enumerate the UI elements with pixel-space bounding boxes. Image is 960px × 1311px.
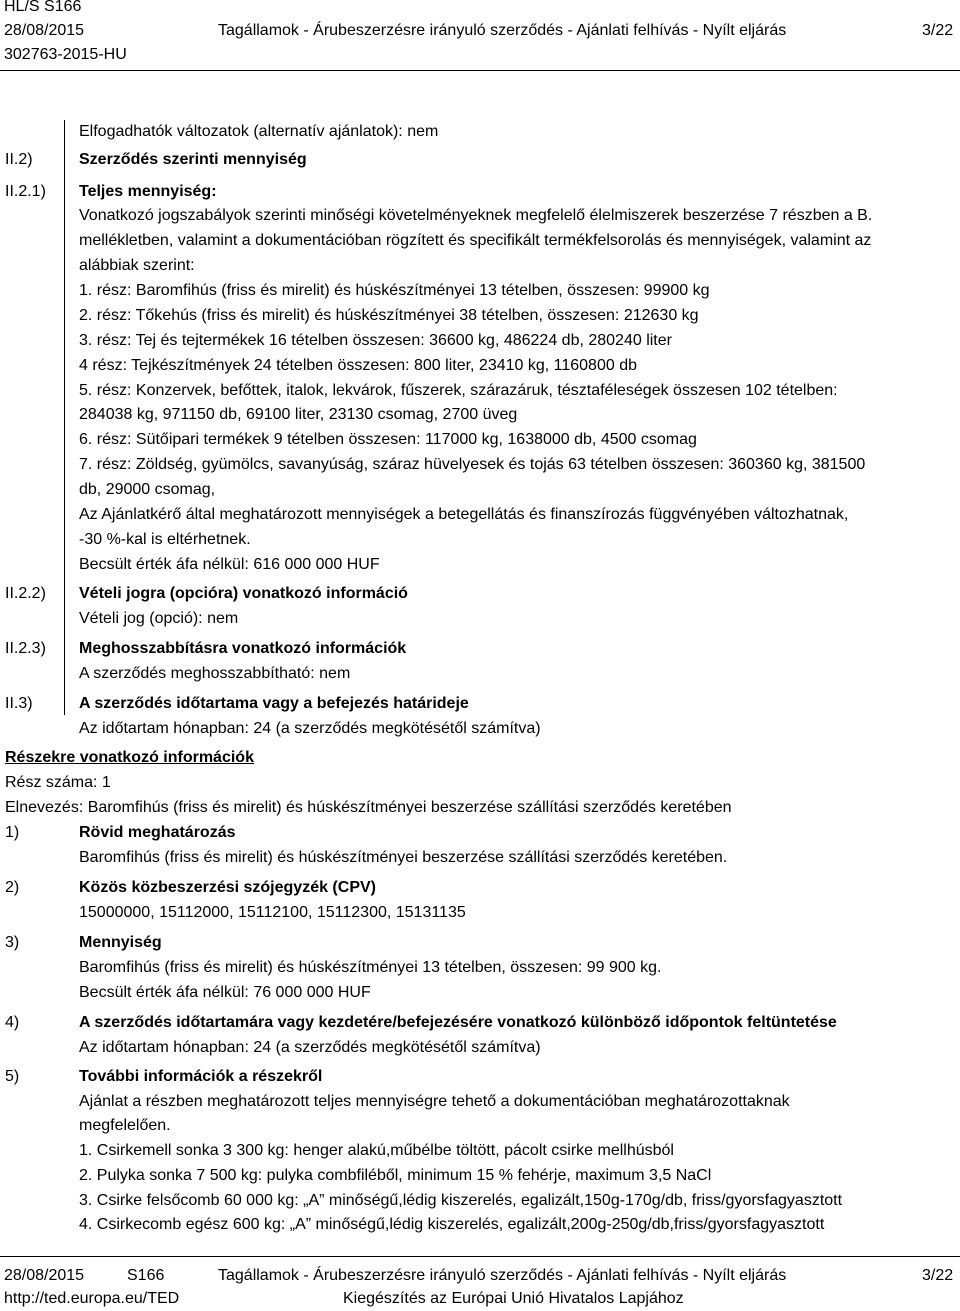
text-line: 5. rész: Konzervek, befőttek, italok, lekvárok, fűszerek, szárazáruk, tésztaféleségek összesen 102 tételben:	[79, 382, 838, 399]
section-number-ii2: II.2)	[5, 151, 33, 168]
text-line: 6. rész: Sütőipari termékek 9 tételben összesen: 117000 kg, 1638000 db, 4500 csomag	[79, 431, 697, 448]
header-date: 28/08/2015	[4, 22, 85, 39]
footer-code: S166	[127, 1267, 165, 1284]
variants-line: Elfogadhatók változatok (alternatív ajánlatok): nem	[79, 123, 439, 140]
product-line: 2. Pulyka sonka 7 500 kg: pulyka combfiléből, minimum 15 % fehérje, maximum 3,5 NaCl	[79, 1167, 712, 1184]
header-title: Tagállamok - Árubeszerzésre irányuló szerződés - Ajánlati felhívás - Nyílt eljárás	[218, 22, 787, 39]
part-item-text: Ajánlat a részben meghatározott teljes mennyiségre tehető a dokumentációban meghatározottaknak	[79, 1093, 790, 1110]
section-number-ii21: II.2.1)	[5, 183, 46, 200]
product-line: 1. Csirkemell sonka 3 300 kg: henger alakú,műbélbe töltött, pácolt csirke mellhúsból	[79, 1142, 674, 1159]
product-line: 4. Csirkecomb egész 600 kg: „A” minőségű,lédig kiszerelés, egalizált,200g-250g/db,friss/gyorsfagyasztott	[79, 1216, 825, 1233]
text-line: 2. rész: Tőkehús (friss és mirelit) és húskészítményei 38 tételben, összesen: 212630 kg	[79, 307, 699, 324]
parts-heading: Részekre vonatkozó információk	[5, 749, 254, 766]
part-item-text: Baromfihús (friss és mirelit) és húskészítményei beszerzése szállítási szerződés keretében.	[79, 849, 728, 866]
estimated-value-total: Becsült érték áfa nélkül: 616 000 000 HUF	[79, 556, 380, 573]
header-page-number: 3/22	[922, 22, 954, 39]
section-number-divider	[64, 120, 65, 715]
part-item-heading: Mennyiség	[79, 934, 162, 951]
text-line: 4 rész: Tejkészítmények 24 tételben összesen: 800 liter, 23410 kg, 1160800 db	[79, 357, 637, 374]
part-item-number: 4)	[5, 1014, 20, 1031]
renewal-value: A szerződés meghosszabbítható: nem	[79, 665, 351, 682]
footer-page-number: 3/22	[922, 1267, 954, 1284]
section-number-ii23: II.2.3)	[5, 640, 46, 657]
part-item-number: 2)	[5, 879, 20, 896]
product-line: 3. Csirke felsőcomb 60 000 kg: „A” minőségű,lédig kiszerelés, egalizált,150g-170g/db, friss/gyorsfagyasztott	[79, 1192, 843, 1209]
text-line: 284038 kg, 971150 db, 69100 liter, 23130 csomag, 2700 üveg	[79, 406, 518, 423]
part-item-heading: Közös közbeszerzési szójegyzék (CPV)	[79, 879, 376, 896]
part-name: Elnevezés: Baromfihús (friss és mirelit) és húskészítményei beszerzése szállítási szerződés keretében	[5, 799, 732, 816]
footer-rule	[0, 1256, 960, 1257]
section-heading-ii21: Teljes mennyiség:	[79, 183, 217, 200]
footer-url[interactable]: http://ted.europa.eu/TED	[4, 1290, 180, 1307]
part-item-heading: Rövid meghatározás	[79, 824, 236, 841]
text-line: 1. rész: Baromfihús (friss és mirelit) és húskészítményei 13 tételben, összesen: 99900 kg	[79, 282, 710, 299]
part-item-text: Baromfihús (friss és mirelit) és húskészítményei 13 tételben, összesen: 99 900 kg.	[79, 959, 662, 976]
option-value: Vételi jog (opció): nem	[79, 610, 239, 627]
text-line: mellékletben, valamint a dokumentációban rögzített és specifikált termékfelsorolás és mennyiségek, valamint az	[79, 232, 872, 249]
part-item-text: megfelelően.	[79, 1117, 171, 1134]
text-line: Az Ajánlatkérő által meghatározott mennyiségek a betegellátás és finanszírozás függvényében változhatnak,	[79, 506, 849, 523]
section-number-ii3: II.3)	[5, 695, 33, 712]
part-item-heading: További információk a részekről	[79, 1068, 323, 1085]
header-rule	[0, 70, 960, 71]
text-line: alábbiak szerint:	[79, 257, 195, 274]
footer-date: 28/08/2015	[4, 1267, 85, 1284]
section-number-ii22: II.2.2)	[5, 585, 46, 602]
part-item-text: Az időtartam hónapban: 24 (a szerződés megkötésétől számítva)	[79, 1039, 541, 1056]
part-item-number: 1)	[5, 824, 20, 841]
section-heading-ii3: A szerződés időtartama vagy a befejezés határideje	[79, 695, 469, 712]
text-line: -30 %-kal is eltérhetnek.	[79, 531, 251, 548]
part-item-heading: A szerződés időtartamára vagy kezdetére/befejezésére vonatkozó különböző időpontok feltüntetése	[79, 1014, 837, 1031]
cpv-codes: 15000000, 15112000, 15112100, 15112300, 15131135	[79, 904, 466, 921]
text-line: Vonatkozó jogszabályok szerinti minőségi követelményeknek megfelelő élelmiszerek beszerzése 7 részben a B.	[79, 207, 873, 224]
section-heading-ii22: Vételi jogra (opcióra) vonatkozó információ	[79, 585, 408, 602]
header-code: HL/S S166	[4, 0, 82, 15]
header-notice-id: 302763-2015-HU	[4, 46, 127, 63]
text-line: 7. rész: Zöldség, gyümölcs, savanyúság, száraz hüvelyesek és tojás 63 tételben összesen: 360360 kg, 381500	[79, 456, 866, 473]
footer-title: Tagállamok - Árubeszerzésre irányuló szerződés - Ajánlati felhívás - Nyílt eljárás	[218, 1267, 787, 1284]
footer-supplement: Kiegészítés az Európai Unió Hivatalos Lapjához	[343, 1290, 684, 1307]
text-line: db, 29000 csomag,	[79, 481, 216, 498]
part-number: Rész száma: 1	[5, 774, 111, 791]
duration-value: Az időtartam hónapban: 24 (a szerződés megkötésétől számítva)	[79, 720, 541, 737]
part-item-number: 3)	[5, 934, 20, 951]
part-item-number: 5)	[5, 1068, 20, 1085]
part-estimated-value: Becsült érték áfa nélkül: 76 000 000 HUF	[79, 984, 371, 1001]
section-heading-ii2: Szerződés szerinti mennyiség	[79, 151, 307, 168]
section-heading-ii23: Meghosszabbításra vonatkozó információk	[79, 640, 407, 657]
text-line: 3. rész: Tej és tejtermékek 16 tételben összesen: 36600 kg, 486224 db, 280240 liter	[79, 332, 672, 349]
